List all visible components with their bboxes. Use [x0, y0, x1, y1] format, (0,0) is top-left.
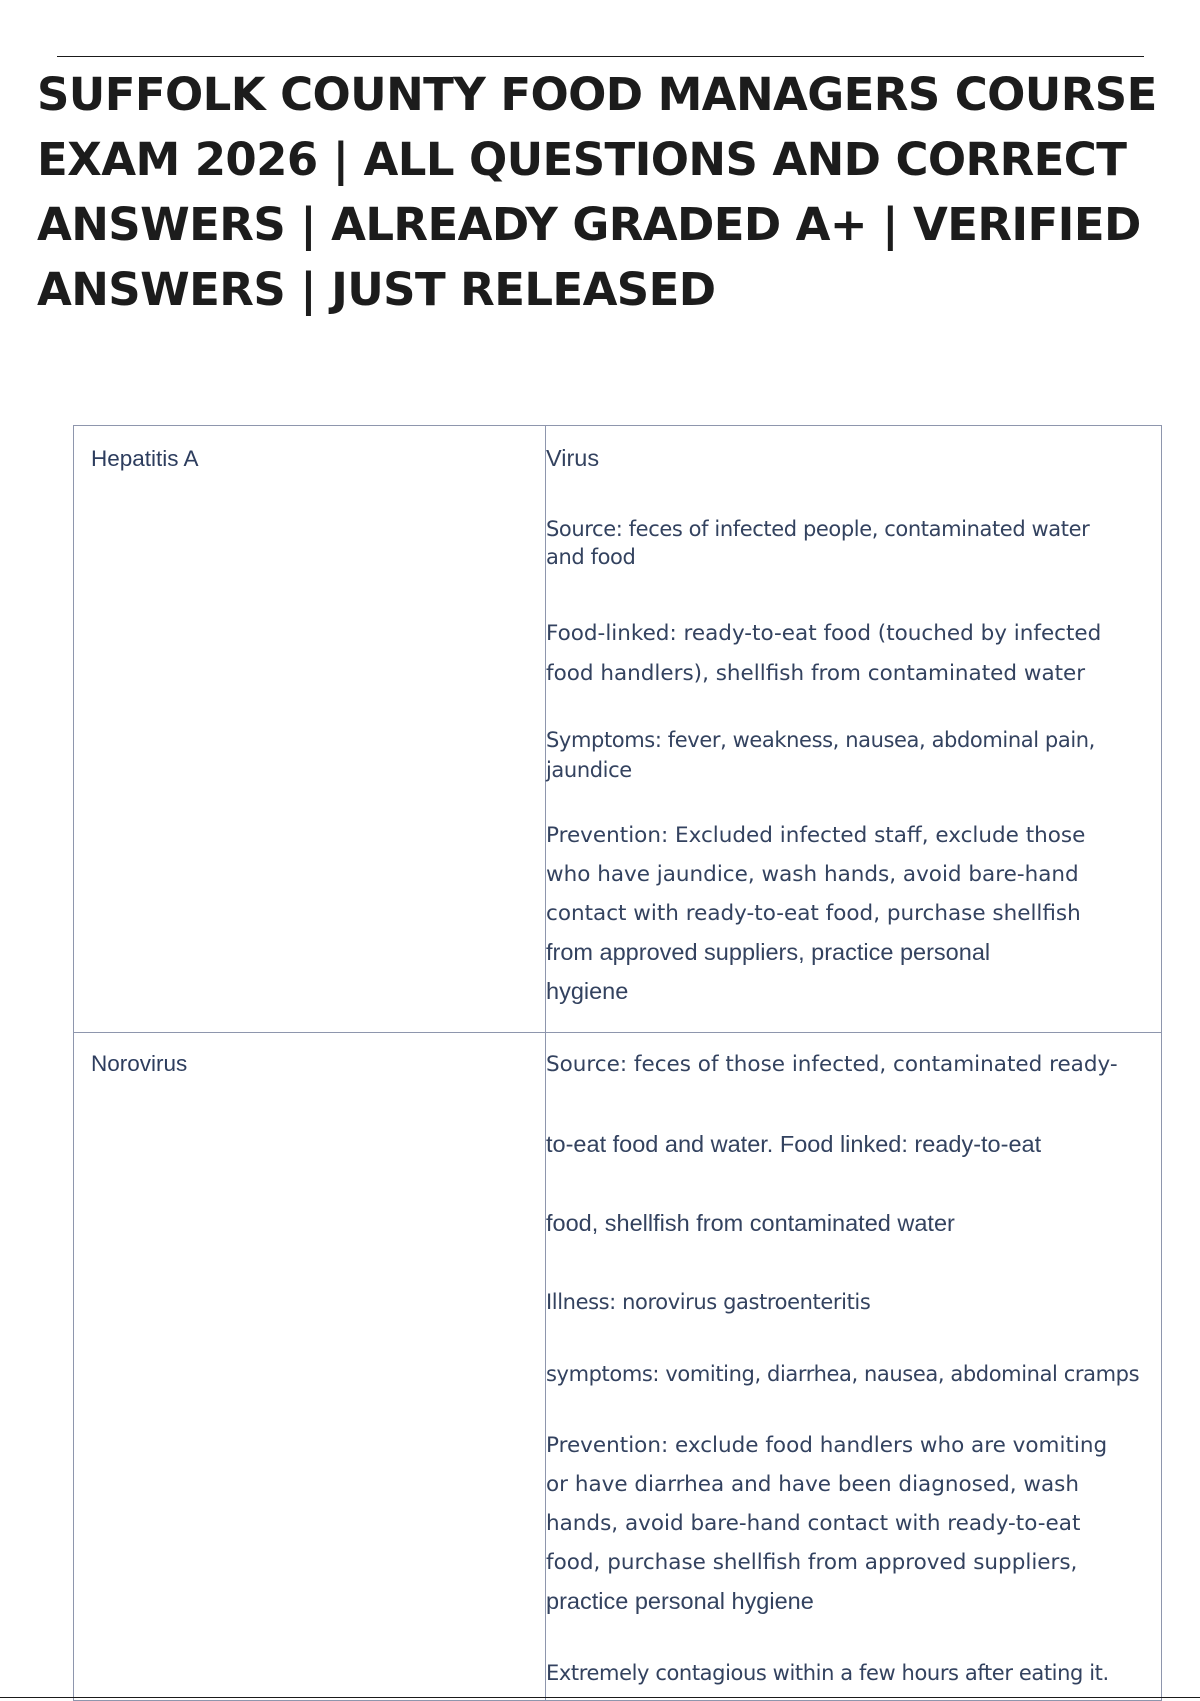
answer-contagious-line: Extremely contagious within a few hours after eating it.: [546, 1661, 1109, 1685]
bottom-rule: [0, 1697, 1200, 1698]
answer-source-line: food, shellfish from contaminated water: [546, 1210, 955, 1236]
answer-symptoms-line: Symptoms: fever, weakness, nausea, abdominal pain,: [546, 728, 1095, 752]
answer-prevention-line: Prevention: exclude food handlers who are vomiting: [546, 1433, 1108, 1458]
document-title: SUFFOLK COUNTY FOOD MANAGERS COURSE EXAM 2026 | ALL QUESTIONS AND CORRECT ANSWERS | ALREADY GRADED A+ | VERIFIED ANSWERS | JUST RELEASED: [37, 68, 1157, 316]
term-cell: Hepatitis A: [74, 426, 546, 1033]
answer-cell: [546, 1033, 1162, 1701]
table-row-hepatitis-a: [74, 426, 1162, 1033]
answer-food-linked-line: Food-linked: ready-to-eat food (touched by infected: [546, 621, 1102, 646]
answer-prevention-line: hygiene: [546, 978, 629, 1004]
answer-prevention-line: Prevention: Excluded infected staff, exclude those: [546, 823, 1086, 848]
answer-source-line: Source: feces of those infected, contaminated ready-: [546, 1052, 1118, 1077]
answer-source-line: and food: [546, 545, 636, 569]
answer-source-line: Source: feces of infected people, contaminated water: [546, 517, 1090, 541]
answer-source-line: to-eat food and water. Food linked: ready-to-eat: [546, 1131, 1042, 1157]
answer-symptoms-line: symptoms: vomiting, diarrhea, nausea, abdominal cramps: [546, 1362, 1140, 1386]
top-rule: [57, 56, 1144, 57]
table-row-norovirus: [74, 1033, 1162, 1701]
term-cell: Norovirus: [74, 1033, 546, 1701]
answer-food-linked-line: food handlers), shellfish from contaminated water: [546, 661, 1086, 686]
answer-illness-line: Illness: norovirus gastroenteritis: [546, 1290, 871, 1314]
answer-symptoms-line: jaundice: [546, 758, 632, 782]
answer-prevention-line: practice personal hygiene: [546, 1588, 814, 1614]
answer-prevention-line: food, purchase shellfish from approved suppliers,: [546, 1550, 1078, 1575]
qa-table: [73, 425, 1162, 1701]
answer-type: Virus: [546, 445, 600, 471]
answer-prevention-line: from approved suppliers, practice personal: [546, 939, 991, 965]
answer-prevention-line: hands, avoid bare-hand contact with ready-to-eat: [546, 1511, 1081, 1536]
answer-cell: [546, 426, 1162, 1033]
answer-prevention-line: contact with ready-to-eat food, purchase shellfish: [546, 901, 1081, 926]
answer-prevention-line: or have diarrhea and have been diagnosed, wash: [546, 1472, 1079, 1497]
answer-prevention-line: who have jaundice, wash hands, avoid bare-hand: [546, 862, 1079, 887]
